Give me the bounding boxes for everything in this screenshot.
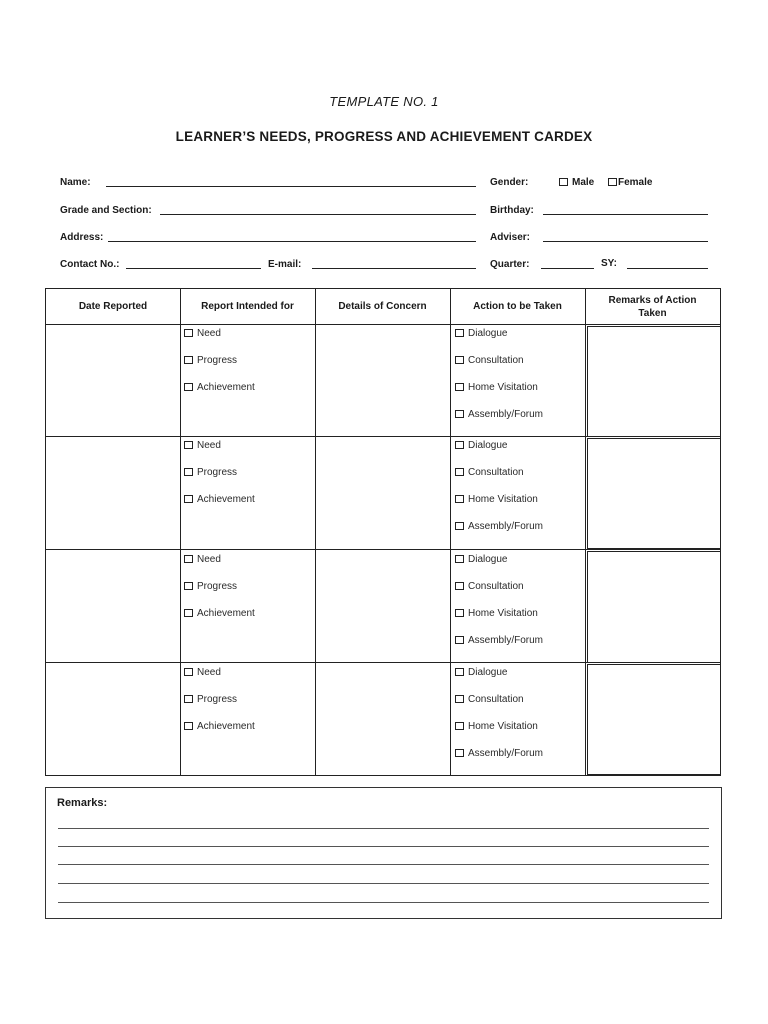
report-need-option[interactable] (184, 667, 221, 678)
adviser-field[interactable] (543, 241, 708, 242)
need-checkbox[interactable] (184, 668, 193, 676)
header-details-concern: Details of Concern (338, 301, 427, 312)
option-label: Consultation (468, 467, 524, 478)
email-field[interactable] (312, 268, 476, 269)
option-label: Achievement (197, 721, 255, 732)
consultation-checkbox[interactable] (455, 695, 464, 703)
report-progress-option[interactable] (184, 694, 237, 705)
action-dialogue-option[interactable] (455, 328, 507, 339)
option-label: Dialogue (468, 554, 508, 565)
column-divider (450, 289, 451, 775)
option-label: Achievement (197, 608, 255, 619)
option-label: Consultation (468, 355, 524, 366)
option-label: Dialogue (468, 440, 508, 451)
remarks-action-cell[interactable] (587, 326, 721, 437)
action-home-visitation-option[interactable] (455, 721, 538, 732)
consultation-checkbox[interactable] (455, 582, 464, 590)
option-label: Consultation (468, 694, 524, 705)
progress-checkbox[interactable] (184, 582, 193, 590)
action-assembly-forum-option[interactable] (455, 748, 543, 759)
option-label: Achievement (197, 382, 255, 393)
female-checkbox[interactable] (608, 178, 617, 186)
adviser-label: Adviser: (490, 232, 531, 243)
dialogue-checkbox[interactable] (455, 668, 464, 676)
home-visitation-checkbox[interactable] (455, 383, 464, 391)
sy-field[interactable] (627, 268, 708, 269)
option-label: Progress (197, 467, 238, 478)
remarks-label: Remarks: (57, 797, 108, 809)
gender-label: Gender: (490, 177, 529, 188)
remarks-action-cell[interactable] (587, 664, 721, 775)
header-report-intended: Report Intended for (201, 301, 294, 312)
birthday-field[interactable] (543, 214, 708, 215)
progress-checkbox[interactable] (184, 356, 193, 364)
report-progress-option[interactable] (184, 355, 237, 366)
need-checkbox[interactable] (184, 441, 193, 449)
consultation-checkbox[interactable] (455, 468, 464, 476)
dialogue-checkbox[interactable] (455, 329, 464, 337)
dialogue-checkbox[interactable] (455, 441, 464, 449)
report-progress-option[interactable] (184, 581, 237, 592)
remarks-action-cell[interactable] (587, 551, 721, 663)
option-label: Need (197, 440, 221, 451)
quarter-field[interactable] (541, 268, 594, 269)
remarks-line[interactable] (58, 902, 709, 903)
option-label: Achievement (197, 494, 255, 505)
progress-checkbox[interactable] (184, 468, 193, 476)
row-divider (46, 549, 720, 550)
option-label: Dialogue (468, 328, 508, 339)
row-divider (46, 324, 720, 325)
remarks-action-cell[interactable] (587, 438, 721, 549)
option-label: Assembly/Forum (468, 635, 544, 646)
action-home-visitation-option[interactable] (455, 608, 538, 619)
report-achievement-option[interactable] (184, 721, 255, 732)
cardex-table (45, 288, 721, 776)
action-dialogue-option[interactable] (455, 440, 507, 451)
report-need-option[interactable] (184, 440, 221, 451)
gender-male-option[interactable] (559, 177, 594, 188)
email-label: E-mail: (268, 259, 302, 270)
home-visitation-checkbox[interactable] (455, 609, 464, 617)
report-achievement-option[interactable] (184, 382, 255, 393)
action-home-visitation-option[interactable] (455, 494, 538, 505)
header-date-reported: Date Reported (78, 301, 148, 312)
report-achievement-option[interactable] (184, 494, 255, 505)
need-checkbox[interactable] (184, 555, 193, 563)
grade-section-label: Grade and Section: (60, 205, 152, 216)
action-consultation-option[interactable] (455, 694, 524, 705)
action-consultation-option[interactable] (455, 581, 524, 592)
report-need-option[interactable] (184, 554, 221, 565)
birthday-label: Birthday: (490, 205, 534, 216)
assembly-forum-checkbox[interactable] (455, 410, 464, 418)
option-label: Progress (197, 581, 238, 592)
need-checkbox[interactable] (184, 329, 193, 337)
assembly-forum-checkbox[interactable] (455, 749, 464, 757)
home-visitation-checkbox[interactable] (455, 722, 464, 730)
action-consultation-option[interactable] (455, 467, 524, 478)
contact-label: Contact No.: (60, 259, 120, 270)
remarks-line[interactable] (58, 864, 709, 865)
quarter-label: Quarter: (490, 259, 530, 270)
progress-checkbox[interactable] (184, 695, 193, 703)
contact-field[interactable] (126, 268, 261, 269)
template-number: TEMPLATE NO. 1 (329, 94, 439, 109)
remarks-line[interactable] (58, 846, 709, 847)
remarks-line[interactable] (58, 883, 709, 884)
assembly-forum-checkbox[interactable] (455, 636, 464, 644)
address-field[interactable] (108, 241, 476, 242)
column-divider (180, 289, 181, 775)
document-title: LEARNER’S NEEDS, PROGRESS AND ACHIEVEMENT CARDEX (175, 129, 593, 144)
option-label: Need (197, 328, 221, 339)
achievement-checkbox[interactable] (184, 722, 193, 730)
option-label: Home Visitation (468, 721, 538, 732)
action-assembly-forum-option[interactable] (455, 521, 543, 532)
name-field[interactable] (106, 186, 476, 187)
option-label: Assembly/Forum (468, 409, 544, 420)
assembly-forum-checkbox[interactable] (455, 522, 464, 530)
option-label: Consultation (468, 581, 524, 592)
action-assembly-forum-option[interactable] (455, 409, 543, 420)
report-achievement-option[interactable] (184, 608, 255, 619)
grade-section-field[interactable] (160, 214, 476, 215)
option-label: Progress (197, 694, 238, 705)
option-label: Assembly/Forum (468, 748, 544, 759)
option-label: Need (197, 667, 221, 678)
action-consultation-option[interactable] (455, 355, 524, 366)
remarks-line[interactable] (58, 828, 709, 829)
achievement-checkbox[interactable] (184, 383, 193, 391)
option-label: Progress (197, 355, 238, 366)
option-label: Need (197, 554, 221, 565)
gender-female-option[interactable] (608, 177, 652, 188)
achievement-checkbox[interactable] (184, 495, 193, 503)
report-progress-option[interactable] (184, 467, 237, 478)
home-visitation-checkbox[interactable] (455, 495, 464, 503)
action-dialogue-option[interactable] (455, 667, 507, 678)
sy-label: SY: (601, 258, 617, 269)
action-home-visitation-option[interactable] (455, 382, 538, 393)
option-label: Assembly/Forum (468, 521, 544, 532)
option-label: Home Visitation (468, 494, 538, 505)
column-divider (315, 289, 316, 775)
header-remarks-action: Remarks of Action Taken (608, 294, 697, 319)
male-checkbox[interactable] (559, 178, 568, 186)
name-label: Name: (60, 177, 91, 188)
option-label: Dialogue (468, 667, 508, 678)
address-label: Address: (60, 232, 104, 243)
achievement-checkbox[interactable] (184, 609, 193, 617)
action-dialogue-option[interactable] (455, 554, 507, 565)
consultation-checkbox[interactable] (455, 356, 464, 364)
option-label: Home Visitation (468, 608, 538, 619)
female-label: Female (618, 177, 653, 188)
column-divider (585, 289, 586, 775)
report-need-option[interactable] (184, 328, 221, 339)
dialogue-checkbox[interactable] (455, 555, 464, 563)
male-label: Male (572, 177, 595, 188)
remarks-section (45, 787, 722, 919)
option-label: Home Visitation (468, 382, 538, 393)
action-assembly-forum-option[interactable] (455, 635, 543, 646)
header-action-taken: Action to be Taken (473, 301, 562, 312)
